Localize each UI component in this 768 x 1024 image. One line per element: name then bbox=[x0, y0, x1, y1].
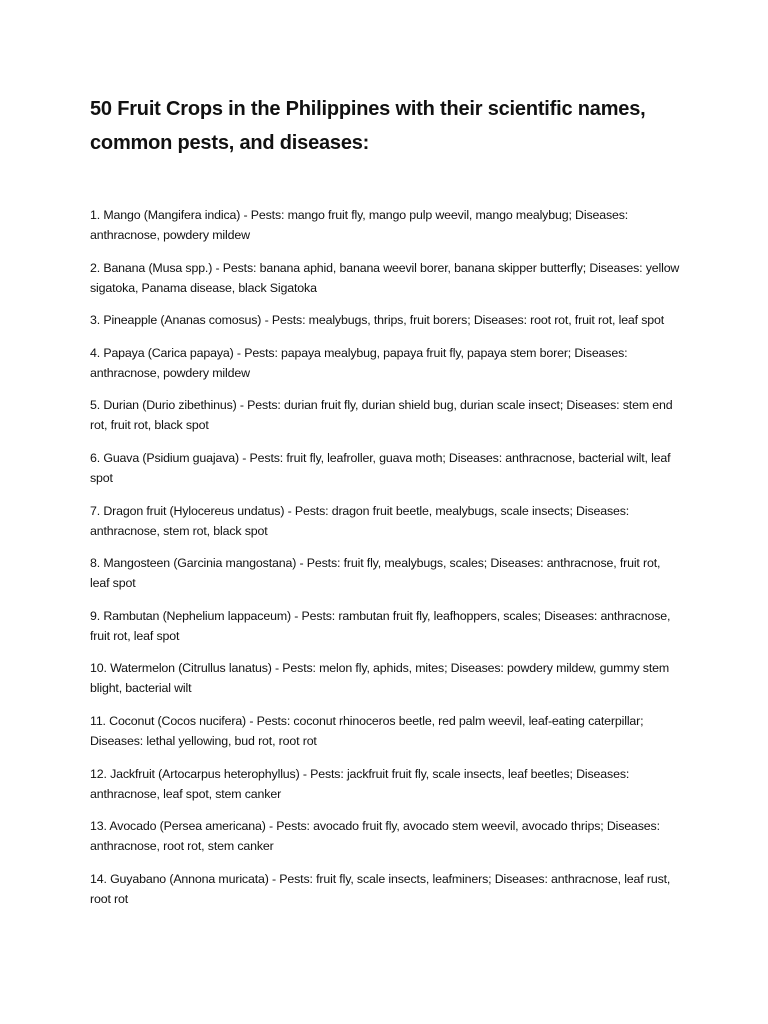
crop-item-12: 12. Jackfruit (Artocarpus heterophyllus) - Pests: jackfruit fruit fly, scale insects, leaf beetles; Diseases: anthracnose, leaf spot, stem canker bbox=[90, 766, 630, 801]
crop-item-1: 1. Mango (Mangifera indica) - Pests: mango fruit fly, mango pulp weevil, mango mealybug; Diseases: anthracnose, powdery mildew bbox=[90, 208, 629, 242]
crop-item-3: 3. Pineapple (Ananas comosus) - Pests: mealybugs, thrips, fruit borers; Diseases: root rot, fruit rot, leaf spot bbox=[90, 313, 665, 328]
crop-item-6: 6. Guava (Psidium guajava) - Pests: fruit fly, leafroller, guava moth; Diseases: anthracnose, bacterial wilt, leaf spot bbox=[90, 450, 671, 485]
crop-item-9: 9. Rambutan (Nephelium lappaceum) - Pests: rambutan fruit fly, leafhoppers, scales; Diseases: anthracnose, fruit rot, leaf spot bbox=[90, 608, 671, 643]
crop-item-2: 2. Banana (Musa spp.) - Pests: banana aphid, banana weevil borer, banana skipper butterfly; Diseases: yellow sigatoka, Panama disease, black Sigatoka bbox=[90, 260, 680, 295]
crop-item-10: 10. Watermelon (Citrullus lanatus) - Pests: melon fly, aphids, mites; Diseases: powdery mildew, gummy stem blight, bacterial wilt bbox=[90, 661, 670, 696]
crop-item-7: 7. Dragon fruit (Hylocereus undatus) - Pests: dragon fruit beetle, mealybugs, scale insects; Diseases: anthracnose, stem rot, black spot bbox=[90, 503, 630, 538]
crop-item-4: 4. Papaya (Carica papaya) - Pests: papaya mealybug, papaya fruit fly, papaya stem borer; Diseases: anthracnose, powdery mildew bbox=[90, 345, 628, 380]
crop-item-14: 14. Guyabano (Annona muricata) - Pests: fruit fly, scale insects, leafminers; Diseases: anthracnose, leaf rust, root rot bbox=[90, 871, 671, 906]
crop-item-11: 11. Coconut (Cocos nucifera) - Pests: coconut rhinoceros beetle, red palm weevil, leaf-eating caterpillar; Diseases: lethal yellowing, bud rot, root rot bbox=[90, 713, 644, 748]
crop-item-5: 5. Durian (Durio zibethinus) - Pests: durian fruit fly, durian shield bug, durian scale insect; Diseases: stem end rot, fruit rot, black spot bbox=[90, 398, 673, 433]
crop-list bbox=[90, 205, 680, 921]
crop-item-8: 8. Mangosteen (Garcinia mangostana) - Pests: fruit fly, mealybugs, scales; Diseases: anthracnose, fruit rot, leaf spot bbox=[90, 556, 661, 591]
crop-item-13: 13. Avocado (Persea americana) - Pests: avocado fruit fly, avocado stem weevil, avocado thrips; Diseases: anthracnose, root rot, stem canker bbox=[90, 819, 660, 854]
document-title: 50 Fruit Crops in the Philippines with their scientific names, common pests, and diseases: bbox=[90, 98, 646, 154]
